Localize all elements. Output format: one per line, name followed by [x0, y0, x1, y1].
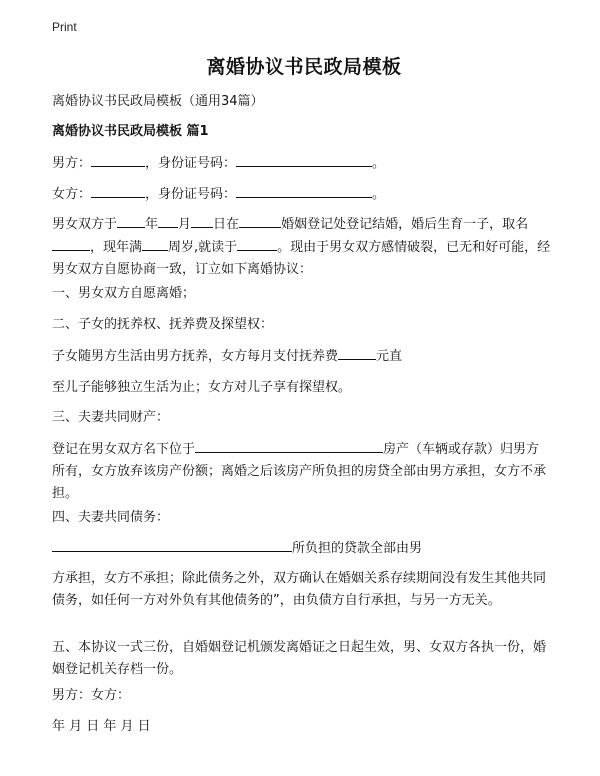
- debt-line: 所负担的贷款全部由男: [52, 537, 556, 560]
- document-subtitle: 离婚协议书民政局模板（通用34篇）: [52, 94, 264, 109]
- female-party-line: [52, 183, 556, 206]
- female-id-blank: [236, 183, 372, 198]
- clause-1: 一、男女双方自愿离婚；: [52, 286, 196, 301]
- visitation-line: 至儿子能够独立生活为止；女方对儿子享有探望权。: [52, 380, 352, 395]
- male-party-line: [52, 152, 556, 175]
- year-blank: [117, 213, 145, 228]
- clause-2: 二、子女的抚养权、抚养费及探望权：: [52, 317, 274, 332]
- signature-line: 男方：女方：: [52, 688, 131, 703]
- document-title: 离婚协议书民政局模板: [206, 56, 402, 78]
- clause-5: 五、本协议一式三份，自婚姻登记机颁发离婚证之日起生效，男、女双方各执一份，婚姻登记机关存档一份。: [52, 640, 547, 677]
- male-name-blank: [91, 152, 145, 167]
- female-line-end: 。: [372, 187, 386, 202]
- intro-paragraph: 男女双方于 年 月 日在 婚姻登记处登记结婚，婚后生育一子，取名，现年满 周岁,就读于 。现由于男女双方感情破裂，已无和好可能，经男女双方自愿协商一致，订立如下离婚协议：: [52, 213, 552, 281]
- female-party-label: 女方：: [52, 187, 92, 202]
- section-heading: 离婚协议书民政局模板 篇1: [52, 124, 209, 139]
- male-id-blank: [236, 152, 372, 167]
- date-line: 年 月 日 年 月 日: [52, 719, 151, 734]
- property-address-blank: [195, 438, 383, 453]
- child-age-blank: [142, 236, 168, 251]
- female-id-label: ，身份证号码：: [145, 187, 237, 202]
- debt-blank: [52, 537, 292, 552]
- clause-4: 四、夫妻共同债务：: [52, 510, 170, 525]
- property-paragraph: 登记在男女双方名下位于 房产（车辆或存款）归男方所有，女方放弃该房产份额；离婚之后该房产所负担的房贷全部由男方承担，女方不承担。: [52, 438, 552, 505]
- day-blank: [191, 213, 213, 228]
- child-name-blank: [52, 236, 90, 251]
- registry-blank: [239, 213, 281, 228]
- male-line-end: 。: [372, 156, 386, 171]
- male-id-label: ，身份证号码：: [145, 156, 237, 171]
- child-support-line: 子女随男方生活由男方抚养，女方每月支付抚养费 元直: [52, 345, 556, 368]
- support-amount-blank: [338, 345, 376, 360]
- male-party-label: 男方：: [52, 156, 92, 171]
- school-blank: [237, 236, 277, 251]
- month-blank: [158, 213, 178, 228]
- female-name-blank: [91, 183, 145, 198]
- print-link[interactable]: Print: [52, 20, 77, 34]
- debt-paragraph: 方承担，女方不承担；除此债务之外，双方确认在婚姻关系存续期间没有发生其他共同债务，如任何一方对外负有其他债务的”，由负债方自行承担，与另一方无关。: [52, 571, 547, 608]
- clause-3: 三、夫妻共同财产：: [52, 410, 170, 425]
